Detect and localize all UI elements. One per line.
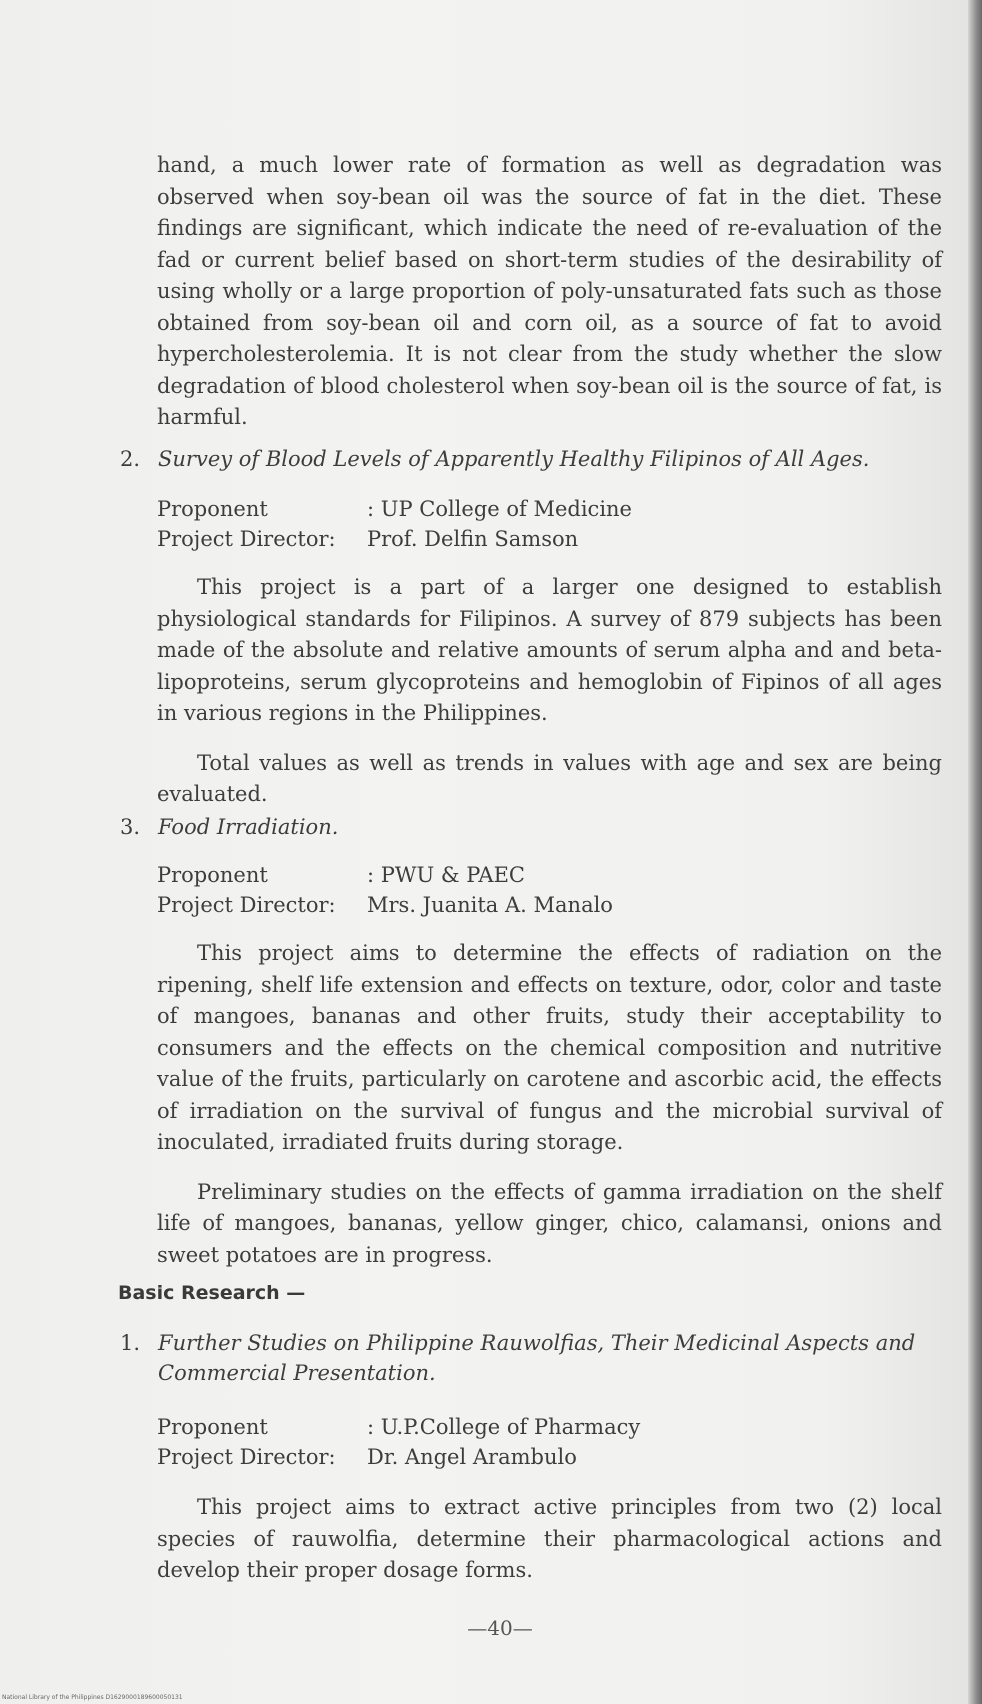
item-number: 1.	[120, 1331, 141, 1355]
item-3-meta	[157, 860, 937, 920]
item-title: Further Studies on Philippine Rauwolfias, Their Medicinal Aspects and Commercial Presentation.	[158, 1331, 916, 1385]
footer-note: National Library of the Philippines D1629000189600050131	[2, 1694, 183, 1701]
director-row	[157, 524, 937, 554]
director-value: Mrs. Juanita A. Manalo	[367, 893, 613, 917]
paragraph-text: hand, a much lower rate of formation as well as degradation was observed when soy-bean oil was the source of fat in the diet. These findings are significant, which indicate the need of re-evaluation of the fad or current belief based on short-term studies of the desirability of using wholly or a large proportion of poly-unsaturated fats such as those obtained from soy-bean oil and corn oil, as a source of fat to avoid hypercholesterolemia. It is not clear from the study whether the slow degradation of blood cholesterol when soy-bean oil is the source of fat, is harmful.	[157, 153, 942, 429]
director-label: Project Director:	[157, 1445, 336, 1469]
proponent-label: Proponent	[157, 863, 268, 887]
paragraph-text: This project aims to extract active principles from two (2) local species of rauwolfia, determine their pharmacological actions and develop their proper dosage forms.	[157, 1495, 942, 1582]
proponent-value: : UP College of Medicine	[367, 497, 632, 521]
item-3-body	[157, 938, 942, 1271]
item-2-heading	[120, 444, 950, 474]
director-label: Project Director:	[157, 527, 336, 551]
basic-1-heading	[120, 1328, 950, 1388]
director-row	[157, 890, 937, 920]
director-label: Project Director:	[157, 893, 336, 917]
paragraph-text: Total values as well as trends in values with age and sex are being evaluated.	[157, 750, 942, 806]
page-number: —40—	[467, 1616, 533, 1640]
item-3-heading	[120, 812, 950, 842]
proponent-row	[157, 494, 937, 524]
proponent-label: Proponent	[157, 1415, 268, 1439]
director-row	[157, 1442, 937, 1472]
item-number: 3.	[120, 815, 141, 839]
item-title: Food Irradiation.	[158, 815, 339, 839]
opening-paragraph	[157, 150, 942, 434]
paragraph-text: This project is a part of a larger one designed to establish physiological standards for Filipinos. A survey of 879 subjects has been made of the absolute and relative amounts of serum alpha and and beta-lipoproteins, serum glycoproteins and hemoglobin of Fipinos of all ages in various regions in the Philippines.	[157, 575, 942, 725]
page-edge-shadow	[968, 0, 982, 1704]
item-2-meta	[157, 494, 937, 554]
proponent-value: : PWU & PAEC	[367, 863, 525, 887]
proponent-value: : U.P.College of Pharmacy	[367, 1415, 641, 1439]
paragraph-text: Preliminary studies on the effects of gamma irradiation on the shelf life of mangoes, bananas, yellow ginger, chico, calamansi, onions and sweet potatoes are in progress.	[157, 1179, 942, 1267]
item-2-body	[157, 572, 942, 811]
item-number: 2.	[120, 447, 141, 471]
director-value: Prof. Delfin Samson	[367, 527, 579, 551]
proponent-row	[157, 1412, 937, 1442]
basic-1-body	[157, 1492, 942, 1587]
basic-1-meta	[157, 1412, 937, 1472]
proponent-row	[157, 860, 937, 890]
item-title: Survey of Blood Levels of Apparently Healthy Filipinos of All Ages.	[158, 447, 870, 471]
director-value: Dr. Angel Arambulo	[367, 1445, 577, 1469]
paragraph-text: This project aims to determine the effects of radiation on the ripening, shelf life extension and effects on texture, odor, color and taste of mangoes, bananas and other fruits, study their acceptability to consumers and the effects on the chemical composition and nutritive value of the fruits, particularly on carotene and ascorbic acid, the effects of irradiation on the survival of fungus and the microbial survival of inoculated, irradiated fruits during storage.	[157, 941, 942, 1154]
section-heading: Basic Research —	[118, 1282, 306, 1304]
proponent-label: Proponent	[157, 497, 268, 521]
